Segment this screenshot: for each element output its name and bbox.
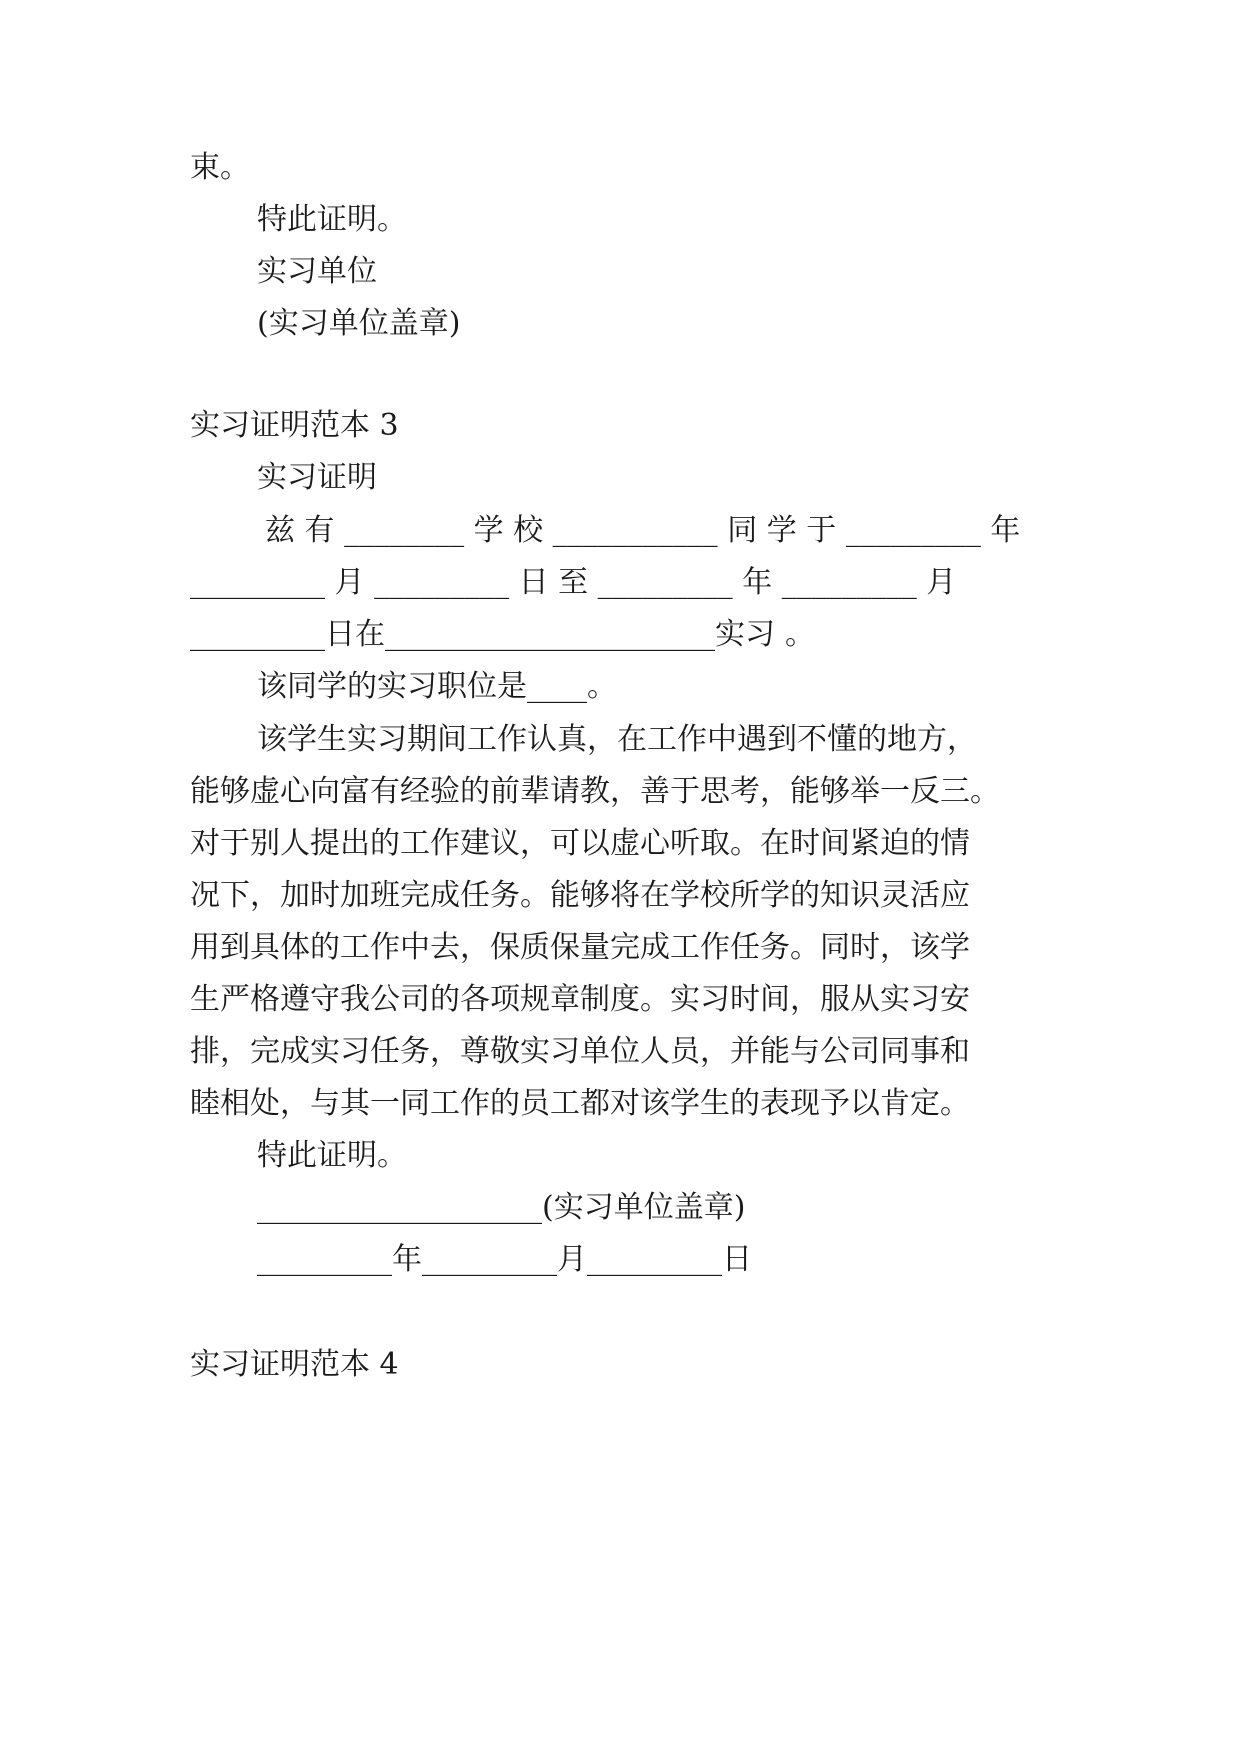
certificate-title: 实习证明 [257, 460, 377, 495]
continuation-line: 束。 [190, 150, 250, 185]
intern-unit-label: 实习单位 [257, 254, 377, 289]
certify-statement: 特此证明。 [257, 202, 407, 237]
section-heading-3: 实习证明范本 3 [190, 408, 399, 443]
certify-statement: 特此证明。 [257, 1138, 407, 1173]
body-line: 对于别人提出的工作建议，可以虚心听取。在时间紧迫的情 [190, 826, 970, 861]
fill-line-3 [190, 615, 815, 655]
body-line: 能够虚心向富有经验的前辈请教，善于思考，能够举一反三。 [190, 774, 1000, 809]
body-line: 用到具体的工作中去，保质保量完成工作任务。同时，该学 [190, 930, 970, 965]
body-line: 生严格遵守我公司的各项规章制度。实习时间，服从实习安 [190, 982, 970, 1017]
fill-line-3-period: 。 [785, 617, 815, 652]
body-line: 况下，加时加班完成任务。能够将在学校所学的知识灵活应 [190, 878, 970, 913]
position-line: 该同学的实习职位是____。 [257, 669, 617, 704]
body-line: 排，完成实习任务，尊敬实习单位人员，并能与公司同事和 [190, 1034, 970, 1069]
fill-line-1: 兹 有 ________ 学 校 ___________ 同 学 于 _________ 年 [265, 513, 1021, 548]
body-line: 该学生实习期间工作认真，在工作中遇到不懂的地方， [257, 722, 977, 757]
seal-note: (实习单位盖章) [257, 306, 461, 341]
date-line: _________年_________月_________日 [257, 1242, 752, 1277]
body-line: 睦相处，与其一同工作的员工都对该学生的表现予以肯定。 [190, 1086, 970, 1121]
seal-signature-line: ___________________(实习单位盖章) [257, 1190, 746, 1225]
section-heading-4: 实习证明范本 4 [190, 1347, 399, 1382]
fill-line-2: _________ 月 _________ 日 至 _________ 年 _________ 月 [190, 565, 957, 600]
fill-line-3-text: _________日在______________________实习 [190, 617, 775, 652]
